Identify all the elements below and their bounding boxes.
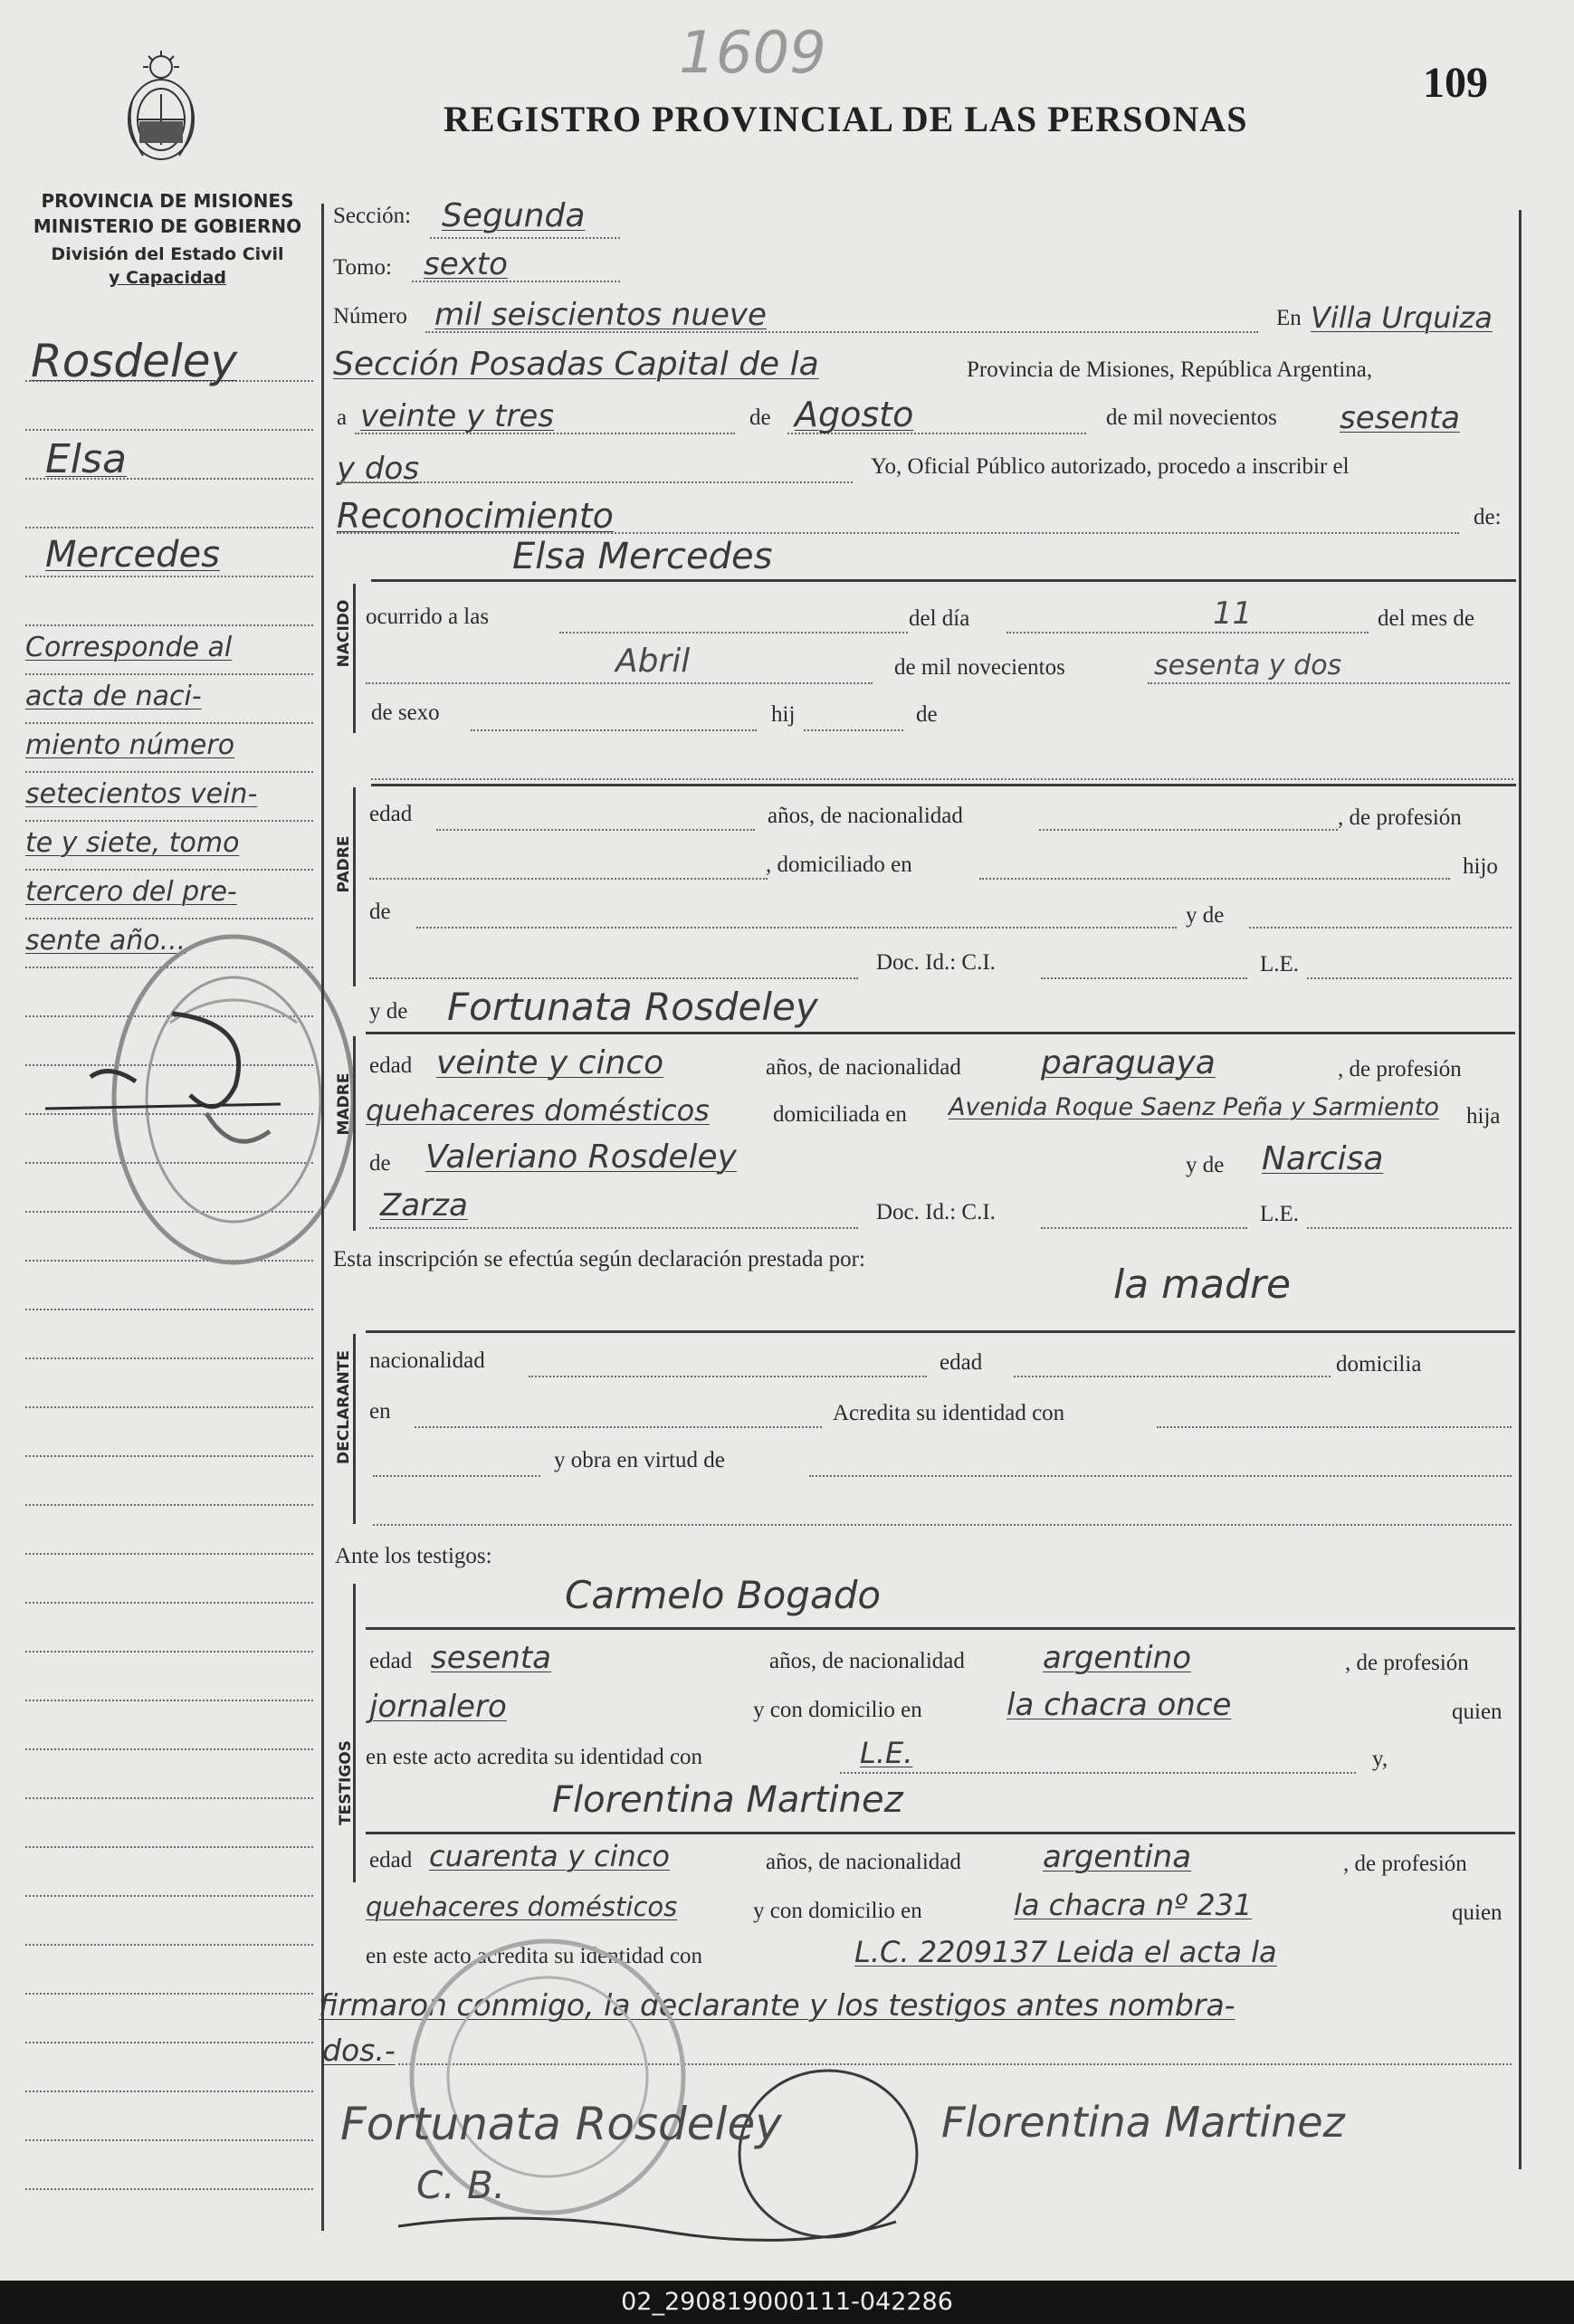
decl-nac-label: nacionalidad <box>369 1348 485 1373</box>
anio-value-2: y dos <box>337 451 420 487</box>
a-label: a <box>337 405 348 430</box>
mil-nov-label: de mil novecientos <box>894 655 1065 680</box>
margin-note-line: miento número <box>25 729 235 761</box>
padre-prof-label: , de profesión <box>1338 805 1462 830</box>
seccion-text: Sección Posadas Capital de la <box>333 346 819 383</box>
testigo-2-doc: L.C. 2209137 Leida el acta la <box>854 1935 1277 1969</box>
margin-note-line: sente año... <box>25 925 186 957</box>
testigo-2-prof: quehaceres domésticos <box>366 1891 678 1922</box>
padre-le-label: L.E. <box>1260 952 1300 976</box>
madre-nombre: Fortunata Rosdeley <box>447 985 818 1029</box>
margin-line <box>25 2139 313 2141</box>
margin-line <box>25 1504 313 1506</box>
margin-line <box>25 918 313 919</box>
signature-madre: Fortunata Rosdeley <box>340 2098 782 2150</box>
signature-initials: C. B. <box>416 2163 506 2207</box>
madre-y-de2-label: y de <box>1186 1153 1225 1177</box>
margin-line <box>25 1309 313 1310</box>
decl-en-label: en <box>369 1399 391 1424</box>
decl-acredita-label: Acredita su identidad con <box>833 1401 1065 1425</box>
margin-line <box>25 1748 313 1750</box>
anio-value-1: sesenta <box>1340 400 1460 436</box>
t1-dom-label: y con domicilio en <box>753 1698 922 1722</box>
madre-domic-label: domiciliada en <box>773 1102 907 1127</box>
madre-madre-1: Narcisa <box>1262 1140 1384 1177</box>
t1-quien-label: quien <box>1452 1700 1502 1724</box>
t1-acredita-label: en este acto acredita su identidad con <box>366 1745 703 1769</box>
margin-note-line: setecientos vein- <box>25 778 258 810</box>
padre-y-de-label: y de <box>1186 903 1225 928</box>
testigos-intro: Ante los testigos: <box>335 1544 492 1568</box>
closing-line-1: firmaron conmigo, la declarante y los testigos antes nombra- <box>319 1987 1235 2023</box>
margin-note-line: tercero del pre- <box>25 876 237 908</box>
oficial-text: Yo, Oficial Público autorizado, procedo a inscribir el <box>871 454 1350 479</box>
margin-line <box>25 1651 313 1653</box>
margin-line <box>25 1553 313 1555</box>
en-value: Villa Urquiza <box>1311 300 1493 335</box>
madre-padre: Valeriano Rosdeley <box>425 1138 737 1176</box>
declarante-section-label: DECLARANTE <box>335 1350 353 1464</box>
decl-obra-label: y obra en virtud de <box>554 1448 725 1472</box>
margin-line <box>25 576 313 577</box>
testigo-1-nombre: Carmelo Bogado <box>565 1573 882 1617</box>
closing-line-2: dos.- <box>322 2033 396 2068</box>
margin-line <box>25 1944 313 1946</box>
dia-value: veinte y tres <box>360 398 554 434</box>
t2-acredita-label: en este acto acredita su identidad con <box>366 1944 703 1968</box>
testigo-1-prof: jornalero <box>369 1689 507 1725</box>
testigo-2-nombre: Florentina Martinez <box>552 1779 903 1821</box>
margin-note-line: acta de naci- <box>25 681 202 712</box>
margin-line <box>25 429 313 431</box>
margin-line <box>25 771 313 773</box>
margin-line <box>25 2042 313 2043</box>
frame-left <box>321 204 324 2231</box>
madre-y-de-label: y de <box>369 999 408 1024</box>
margin-name-1: Elsa <box>45 436 127 482</box>
nacido-dia: 11 <box>1213 595 1253 632</box>
testigo-1-dom: la chacra once <box>1006 1687 1232 1723</box>
division-name: División del Estado Civil <box>51 244 284 264</box>
t2-edad-label: edad <box>369 1848 413 1872</box>
t2-quien-label: quien <box>1452 1900 1502 1925</box>
margin-line <box>25 722 313 724</box>
madre-madre-2: Zarza <box>380 1187 468 1224</box>
declarante-intro: Esta inscripción se efectúa según declaración prestada por: <box>333 1247 865 1272</box>
testigo-1-doc: L.E. <box>860 1736 913 1770</box>
hij-label: hij <box>771 702 796 727</box>
madre-edad: veinte y cinco <box>436 1044 664 1081</box>
margin-line <box>25 1455 313 1457</box>
nacido-mes: Abril <box>615 643 691 680</box>
margin-line <box>25 673 313 675</box>
image-id-footer: 02_290819000111-042286 <box>0 2281 1574 2324</box>
testigo-1-nac: argentino <box>1043 1640 1191 1676</box>
decl-edad-label: edad <box>940 1350 983 1375</box>
t2-prof-label: , de profesión <box>1343 1852 1467 1876</box>
margin-line <box>25 624 313 626</box>
frame-right <box>1519 210 1522 2169</box>
sexo-label: de sexo <box>371 700 440 725</box>
t2-dom-label: y con domicilio en <box>753 1899 922 1923</box>
signature-flourish <box>389 2190 914 2253</box>
padre-section-label: PADRE <box>335 835 353 893</box>
page-title: REGISTRO PROVINCIAL DE LAS PERSONAS <box>444 99 1248 139</box>
margin-note-line: te y siete, tomo <box>25 827 240 859</box>
de-label: de <box>749 405 771 430</box>
declarante-nombre: la madre <box>1113 1262 1292 1308</box>
pencil-number: 1609 <box>679 20 826 87</box>
madre-profesion: quehaceres domésticos <box>366 1093 710 1128</box>
margin-line <box>25 1357 313 1359</box>
margin-line <box>25 1700 313 1701</box>
seccion-label: Sección: <box>333 204 412 228</box>
tomo-value: sexto <box>424 246 508 282</box>
province-name: PROVINCIA DE MISIONES <box>41 190 294 212</box>
mes-value: Agosto <box>795 395 914 434</box>
testigo-2-nac: argentina <box>1043 1839 1192 1875</box>
margin-mark <box>36 986 290 1131</box>
nacido-anio: sesenta y dos <box>1154 650 1342 681</box>
seccion-value: Segunda <box>442 197 586 234</box>
numero-value: mil seiscientos nueve <box>434 297 767 333</box>
padre-hijo-label: hijo <box>1463 854 1498 879</box>
t1-prof-label: , de profesión <box>1345 1651 1469 1675</box>
margin-surname: Rosdeley <box>31 335 238 387</box>
margin-line <box>25 1846 313 1848</box>
madre-prof-label: , de profesión <box>1338 1057 1462 1081</box>
madre-hija-label: hija <box>1466 1104 1501 1129</box>
margin-line <box>25 527 313 529</box>
margin-line <box>25 1406 313 1408</box>
madre-nac-label: años, de nacionalidad <box>766 1055 961 1080</box>
ministry-name: MINISTERIO DE GOBIERNO <box>33 215 302 237</box>
margin-line <box>25 869 313 871</box>
margin-line <box>25 1602 313 1604</box>
signature-testigo: Florentina Martinez <box>941 2098 1345 2147</box>
margin-line <box>25 2188 313 2190</box>
padre-doc-label: Doc. Id.: C.I. <box>876 950 996 975</box>
t1-y-label: y, <box>1372 1747 1388 1771</box>
coat-of-arms-icon <box>116 47 206 174</box>
margin-line <box>25 820 313 822</box>
testigo-2-edad: cuarenta y cinco <box>429 1839 670 1873</box>
padre-de-label: de <box>369 900 391 924</box>
provincia-text: Provincia de Misiones, República Argentina, <box>967 357 1373 382</box>
madre-le-label: L.E. <box>1260 1202 1300 1226</box>
margin-name-2: Mercedes <box>45 534 221 576</box>
t1-nac-label: años, de nacionalidad <box>769 1649 965 1673</box>
madre-nacionalidad: paraguaya <box>1041 1044 1216 1081</box>
nacido-de-label: de <box>916 702 938 727</box>
testigo-2-dom: la chacra nº 231 <box>1014 1888 1253 1922</box>
mil-label: de mil novecientos <box>1106 405 1277 430</box>
nacido-section-label: NACIDO <box>335 599 353 668</box>
padre-domic-label: , domiciliado en <box>766 852 912 877</box>
testigo-1-edad: sesenta <box>431 1640 551 1676</box>
testigos-section-label: TESTIGOS <box>337 1739 355 1826</box>
tomo-label: Tomo: <box>333 255 392 280</box>
numero-label: Número <box>333 304 407 329</box>
padre-edad-label: edad <box>369 802 413 826</box>
madre-edad-label: edad <box>369 1053 413 1078</box>
margin-note-line: Corresponde al <box>25 632 233 663</box>
page-number: 109 <box>1423 59 1488 107</box>
decl-domicilia-label: domicilia <box>1336 1352 1422 1376</box>
madre-de-label: de <box>369 1151 391 1176</box>
madre-doc-label: Doc. Id.: C.I. <box>876 1200 996 1224</box>
ocurrido-label: ocurrido a las <box>366 605 490 629</box>
division-name-2: y Capacidad <box>109 268 226 288</box>
padre-nac-label: años, de nacionalidad <box>768 804 963 828</box>
de-colon: de: <box>1474 505 1502 529</box>
margin-line <box>25 2091 313 2092</box>
madre-domicilio: Avenida Roque Saenz Peña y Sarmiento <box>949 1093 1439 1121</box>
t2-nac-label: años, de nacionalidad <box>766 1850 961 1874</box>
madre-section-label: MADRE <box>335 1072 353 1136</box>
margin-line <box>25 1895 313 1897</box>
en-label: En <box>1276 306 1302 330</box>
nombre-inscripto: Elsa Mercedes <box>512 536 773 577</box>
margin-line <box>25 1993 313 1995</box>
del-mes-label: del mes de <box>1378 606 1474 631</box>
margin-line <box>25 1797 313 1799</box>
del-dia-label: del día <box>909 606 970 631</box>
acto-value: Reconocimiento <box>337 496 614 536</box>
t1-edad-label: edad <box>369 1649 413 1673</box>
